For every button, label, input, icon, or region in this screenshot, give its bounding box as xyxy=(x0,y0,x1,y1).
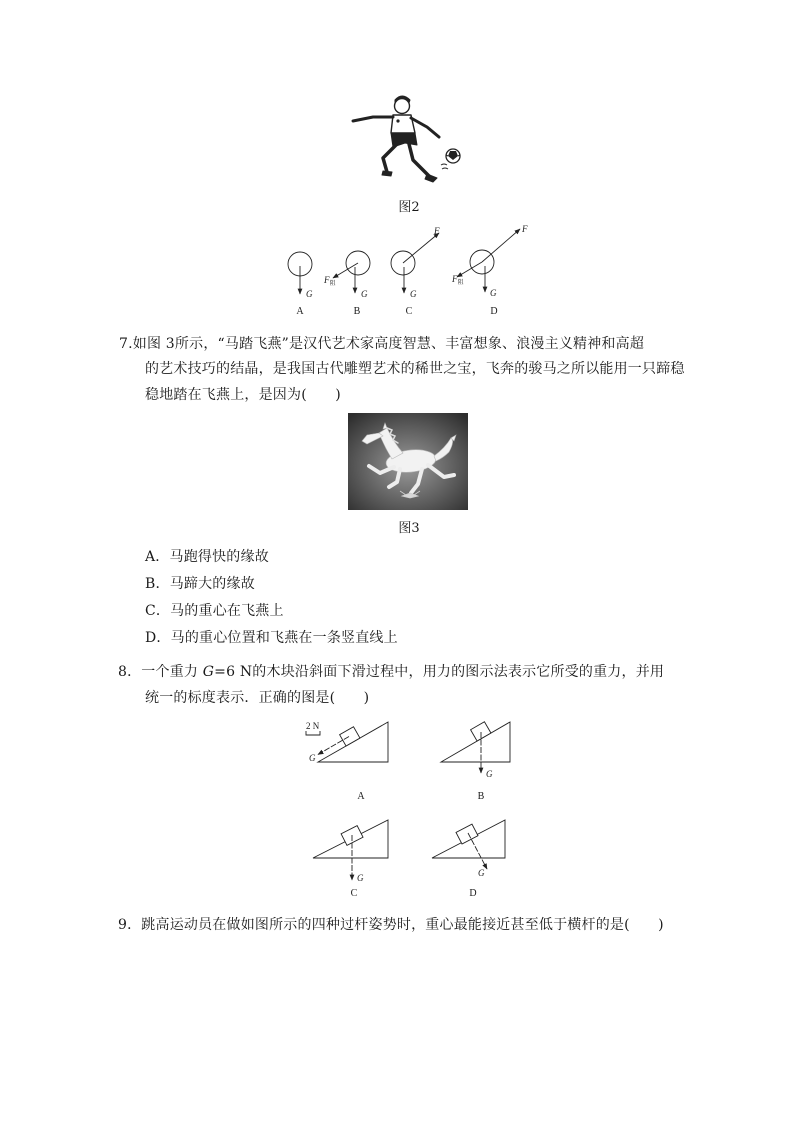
scale-bracket xyxy=(306,731,320,735)
friction-label: $F_阻$ xyxy=(452,274,464,286)
gravity-label: G xyxy=(361,289,368,299)
friction-arrow xyxy=(457,262,482,277)
gravity-label: G xyxy=(410,289,417,299)
question8-line1-suffix: =6 N的木块沿斜面下滑过程中，用力的图示法表示它所受的重力，并用 xyxy=(214,664,665,680)
force-diagram-b xyxy=(333,251,370,293)
question7-line3: 稳地踏在飞燕上，是因为( ) xyxy=(145,387,341,403)
option-label-d: D xyxy=(490,306,498,317)
soccer-ball-icon xyxy=(446,149,460,163)
player-head xyxy=(395,99,410,114)
incline-diagram-d xyxy=(432,820,505,869)
weight-symbol: G xyxy=(202,664,215,680)
horse-sculpture-photo xyxy=(348,413,468,510)
force-diagrams xyxy=(280,220,550,320)
gravity-label: G xyxy=(490,288,497,298)
option-label-a: A xyxy=(357,791,365,802)
incline-diagram-b xyxy=(441,722,510,773)
force-diagram-d xyxy=(457,229,520,292)
option-label-b: B xyxy=(353,306,361,317)
gravity-label: G xyxy=(357,873,364,883)
question7-option-c: C．马的重心在飞燕上 xyxy=(145,603,284,619)
figure2-caption: 图2 xyxy=(398,200,420,215)
incline-diagrams xyxy=(295,712,525,902)
question7-line1: 7.如图 3所示，“马踏飞燕”是汉代艺术家高度智慧、丰富想象、浪漫主义精神和高超 xyxy=(119,336,645,352)
force-diagram-c xyxy=(391,233,439,293)
kick-force-arrow xyxy=(482,229,520,262)
force-diagram-a xyxy=(288,252,312,294)
gravity-label: G xyxy=(306,289,313,299)
figure3-caption: 图3 xyxy=(398,521,420,536)
question9-line: 9．跳高运动员在做如图所示的四种过杆姿势时，重心最能接近甚至低于横杆的是( ) xyxy=(118,917,664,933)
question7-option-b: B．马蹄大的缘故 xyxy=(145,576,255,592)
question7-line2: 的艺术技巧的结晶，是我国古代雕塑艺术的稀世之宝，飞奔的骏马之所以能用一只蹄稳 xyxy=(145,361,685,377)
force-label: F xyxy=(434,226,440,236)
friction-label: $F_阻$ xyxy=(324,275,336,287)
force-label: F xyxy=(522,224,528,234)
player-support-leg xyxy=(383,145,396,172)
option-label-d: D xyxy=(469,888,477,899)
player-shoe-right xyxy=(425,174,437,182)
soccer-player-illustration xyxy=(345,92,470,190)
player-shoe-left xyxy=(382,171,392,176)
gravity-label: G xyxy=(478,868,485,878)
option-label-c: C xyxy=(350,888,358,899)
question8-line1-prefix: 8．一个重力 xyxy=(118,664,203,680)
gravity-label: G xyxy=(486,769,493,779)
incline-diagram-c xyxy=(313,820,388,880)
shirt-emblem xyxy=(396,119,399,122)
question7-option-d: D．马的重心位置和飞燕在一条竖直线上 xyxy=(145,630,398,646)
scale-label: 2 N xyxy=(306,721,320,731)
question8-line1 xyxy=(118,662,664,682)
question7-option-a: A．马跑得快的缘故 xyxy=(145,549,269,565)
option-label-c: C xyxy=(405,306,413,317)
gravity-label: G xyxy=(309,753,316,763)
player-figure xyxy=(353,96,439,182)
option-label-b: B xyxy=(477,791,485,802)
option-label-a: A xyxy=(296,306,304,317)
player-kicking-leg xyxy=(409,144,429,176)
kick-force-arrow xyxy=(403,233,439,263)
player-left-arm xyxy=(353,117,393,121)
friction-arrow xyxy=(333,263,358,278)
motion-lines xyxy=(441,164,448,169)
question8-line2: 统一的标度表示．正确的图是( ) xyxy=(145,690,370,706)
